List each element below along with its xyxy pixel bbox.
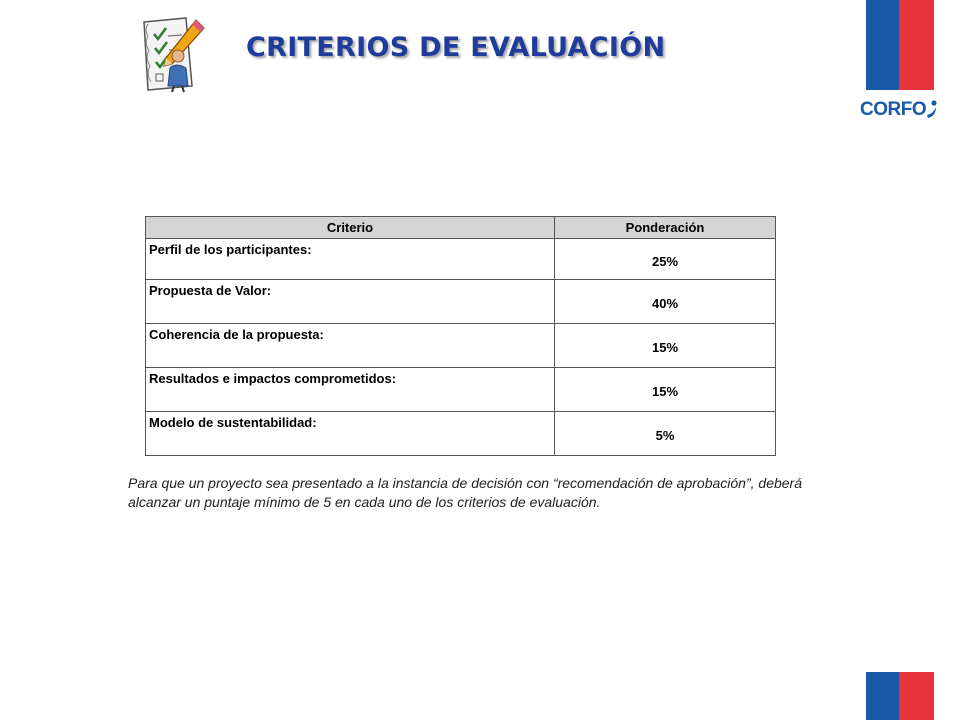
page-title: CRITERIOS DE EVALUACIÓN — [246, 32, 666, 63]
flag-stripe-bottom — [866, 672, 934, 720]
flag-red-band — [899, 672, 934, 720]
ponderacion-cell: 40% — [555, 280, 776, 324]
table-row — [146, 368, 776, 412]
evaluation-note: Para que un proyecto sea presentado a la instancia de decisión con “recomendación de aprobación”, deberá alcanzar un puntaje mínimo de 5 en cada uno de los criterios de evaluación. — [128, 475, 802, 510]
header-ponderacion: Ponderación — [555, 217, 776, 239]
flag-red-band — [899, 0, 934, 90]
ponderacion-cell: 25% — [555, 239, 776, 280]
table-row — [146, 239, 776, 280]
criteria-table — [145, 216, 776, 456]
criterio-cell: Resultados e impactos comprometidos: — [146, 368, 555, 412]
flag-blue-band — [866, 672, 899, 720]
logo-text: CORFO — [860, 99, 927, 120]
criterio-cell: Coherencia de la propuesta: — [146, 324, 555, 368]
checklist-pencil-icon — [134, 16, 208, 94]
table-header-row — [146, 217, 776, 239]
logo-figure-icon — [925, 100, 939, 120]
flag-blue-band — [866, 0, 899, 90]
ponderacion-cell: 15% — [555, 368, 776, 412]
criterio-cell: Modelo de sustentabilidad: — [146, 412, 555, 456]
ponderacion-cell: 5% — [555, 412, 776, 456]
table-row — [146, 324, 776, 368]
table-row — [146, 412, 776, 456]
corfo-logo — [860, 96, 950, 124]
flag-stripe-top — [866, 0, 934, 90]
criterio-cell: Perfil de los participantes: — [146, 239, 555, 280]
criterio-cell: Propuesta de Valor: — [146, 280, 555, 324]
ponderacion-cell: 15% — [555, 324, 776, 368]
header-criterio: Criterio — [146, 217, 555, 239]
table-row — [146, 280, 776, 324]
